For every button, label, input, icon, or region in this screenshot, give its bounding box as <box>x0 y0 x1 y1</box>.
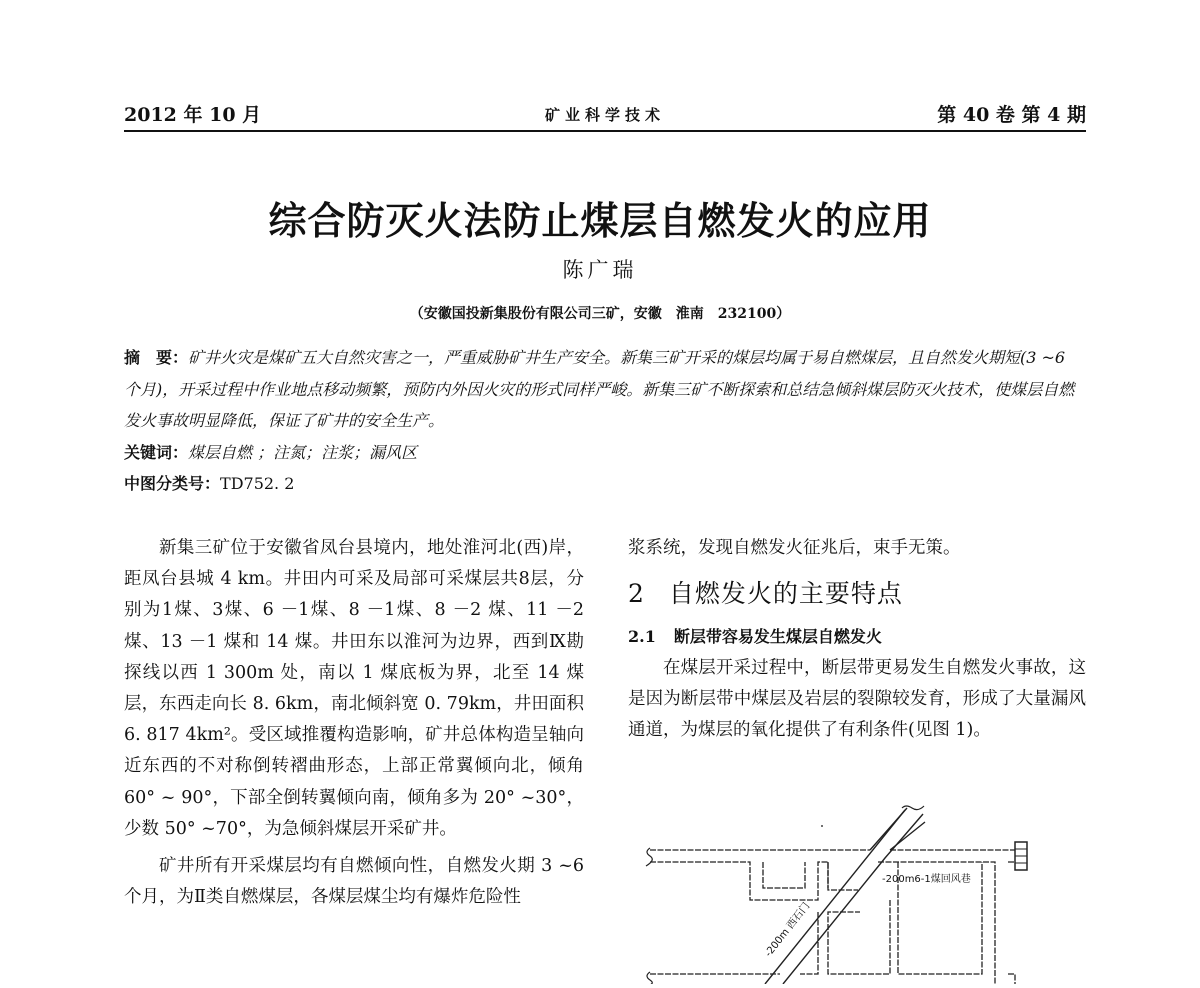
subsection-heading <box>628 621 1086 652</box>
body-paragraph-continued: 浆系统，发现自燃发火征兆后，束手无策。 <box>628 538 961 558</box>
section-number: 2 <box>628 579 645 609</box>
body-paragraph: 在煤层开采过程中，断层带更易发生自燃发火事故，这是因为断层带中煤层及岩层的裂隙较发育，形成了大量漏风通道，为煤层的氧化提供了有利条件(见图 1)。 <box>628 657 1086 741</box>
abstract <box>124 342 1086 437</box>
classification-number <box>124 471 294 494</box>
crosscut-label: -200m 西石门 <box>763 900 813 960</box>
keywords <box>124 440 417 463</box>
section-title: 自燃发火的主要特点 <box>668 579 903 609</box>
body-right-column <box>628 533 1086 746</box>
return-airway-label: -200m6-1煤回风巷 <box>882 874 971 885</box>
keywords-label: 关键词： <box>124 443 189 462</box>
volume-issue: 第 40 卷 第 4 期 <box>937 104 1086 126</box>
journal-name: 矿业科学技术 <box>544 106 665 124</box>
section-heading <box>628 578 1086 609</box>
body-paragraph: 矿井所有开采煤层均有自燃倾向性，自燃发火期 3 ~6 个月，为Ⅱ类自燃煤层，各煤层煤尘均有爆炸危险性 <box>124 856 584 908</box>
journal-header <box>124 96 1086 130</box>
keywords-text: 煤层自燃 ；注氮；注浆；漏风区 <box>188 443 418 462</box>
issue-date: 2012 年 10 月 <box>124 104 262 126</box>
article-title: 综合防灭火法防止煤层自燃发火的应用 <box>268 198 932 243</box>
classification-text: TD752. 2 <box>220 474 295 493</box>
subsection-number: 2.1 <box>628 627 656 647</box>
scan-speck <box>821 825 823 827</box>
body-left-column <box>124 533 584 913</box>
abstract-text: 矿井火灾是煤矿五大自然灾害之一，严重威胁矿井生产安全。新集三矿开采的煤层均属于易自燃煤层，且自然发火期短(3 ~6 个月)，开采过程中作业地点移动频繁，预防内外因火灾的形式同样严峻。新集三矿不断探索和总结急倾斜煤层防灭火技术，使煤层自燃发火事故明显降低，保证了矿井的安全生产。 <box>124 348 1075 430</box>
author-affiliation: （安徽国投新集股份有限公司三矿，安徽 淮南 232100） <box>409 306 791 322</box>
abstract-label: 摘 要： <box>124 348 189 367</box>
figure-1-mine-roadway-diagram <box>620 800 1060 984</box>
header-divider <box>124 130 1086 132</box>
classification-label: 中图分类号： <box>124 474 221 493</box>
body-paragraph: 新集三矿位于安徽省凤台县境内，地处淮河北(西)岸，距凤台县城 4 km。井田内可采及局部可采煤层共8层，分别为1煤、3煤、6 －1煤、8 －1煤、8 －2 煤、11 －2 煤、13 －1 煤和 14 煤。井田东以淮河为边界，西到Ⅸ勘探线以西 1 300m 处，南以 1 煤底板为界，北至 14 煤层，东西走向长 8. 6km，南北倾斜宽 0. 79km，井田面积 6. 817 4km²。受区域推覆构造影响，矿井总体构造呈轴向近东西的不对称倒转褶曲形态，上部正常翼倾向北，倾角 60° ~ 90°，下部全倒转翼倾向南，倾角多为 20° ~30°，少数 50° ~70°，为急倾斜煤层开采矿井。 <box>124 538 584 839</box>
subsection-title: 断层带容易发生煤层自燃发火 <box>673 627 882 647</box>
roadway-diagram-svg <box>620 800 1060 984</box>
article-author: 陈广瑞 <box>562 258 638 282</box>
